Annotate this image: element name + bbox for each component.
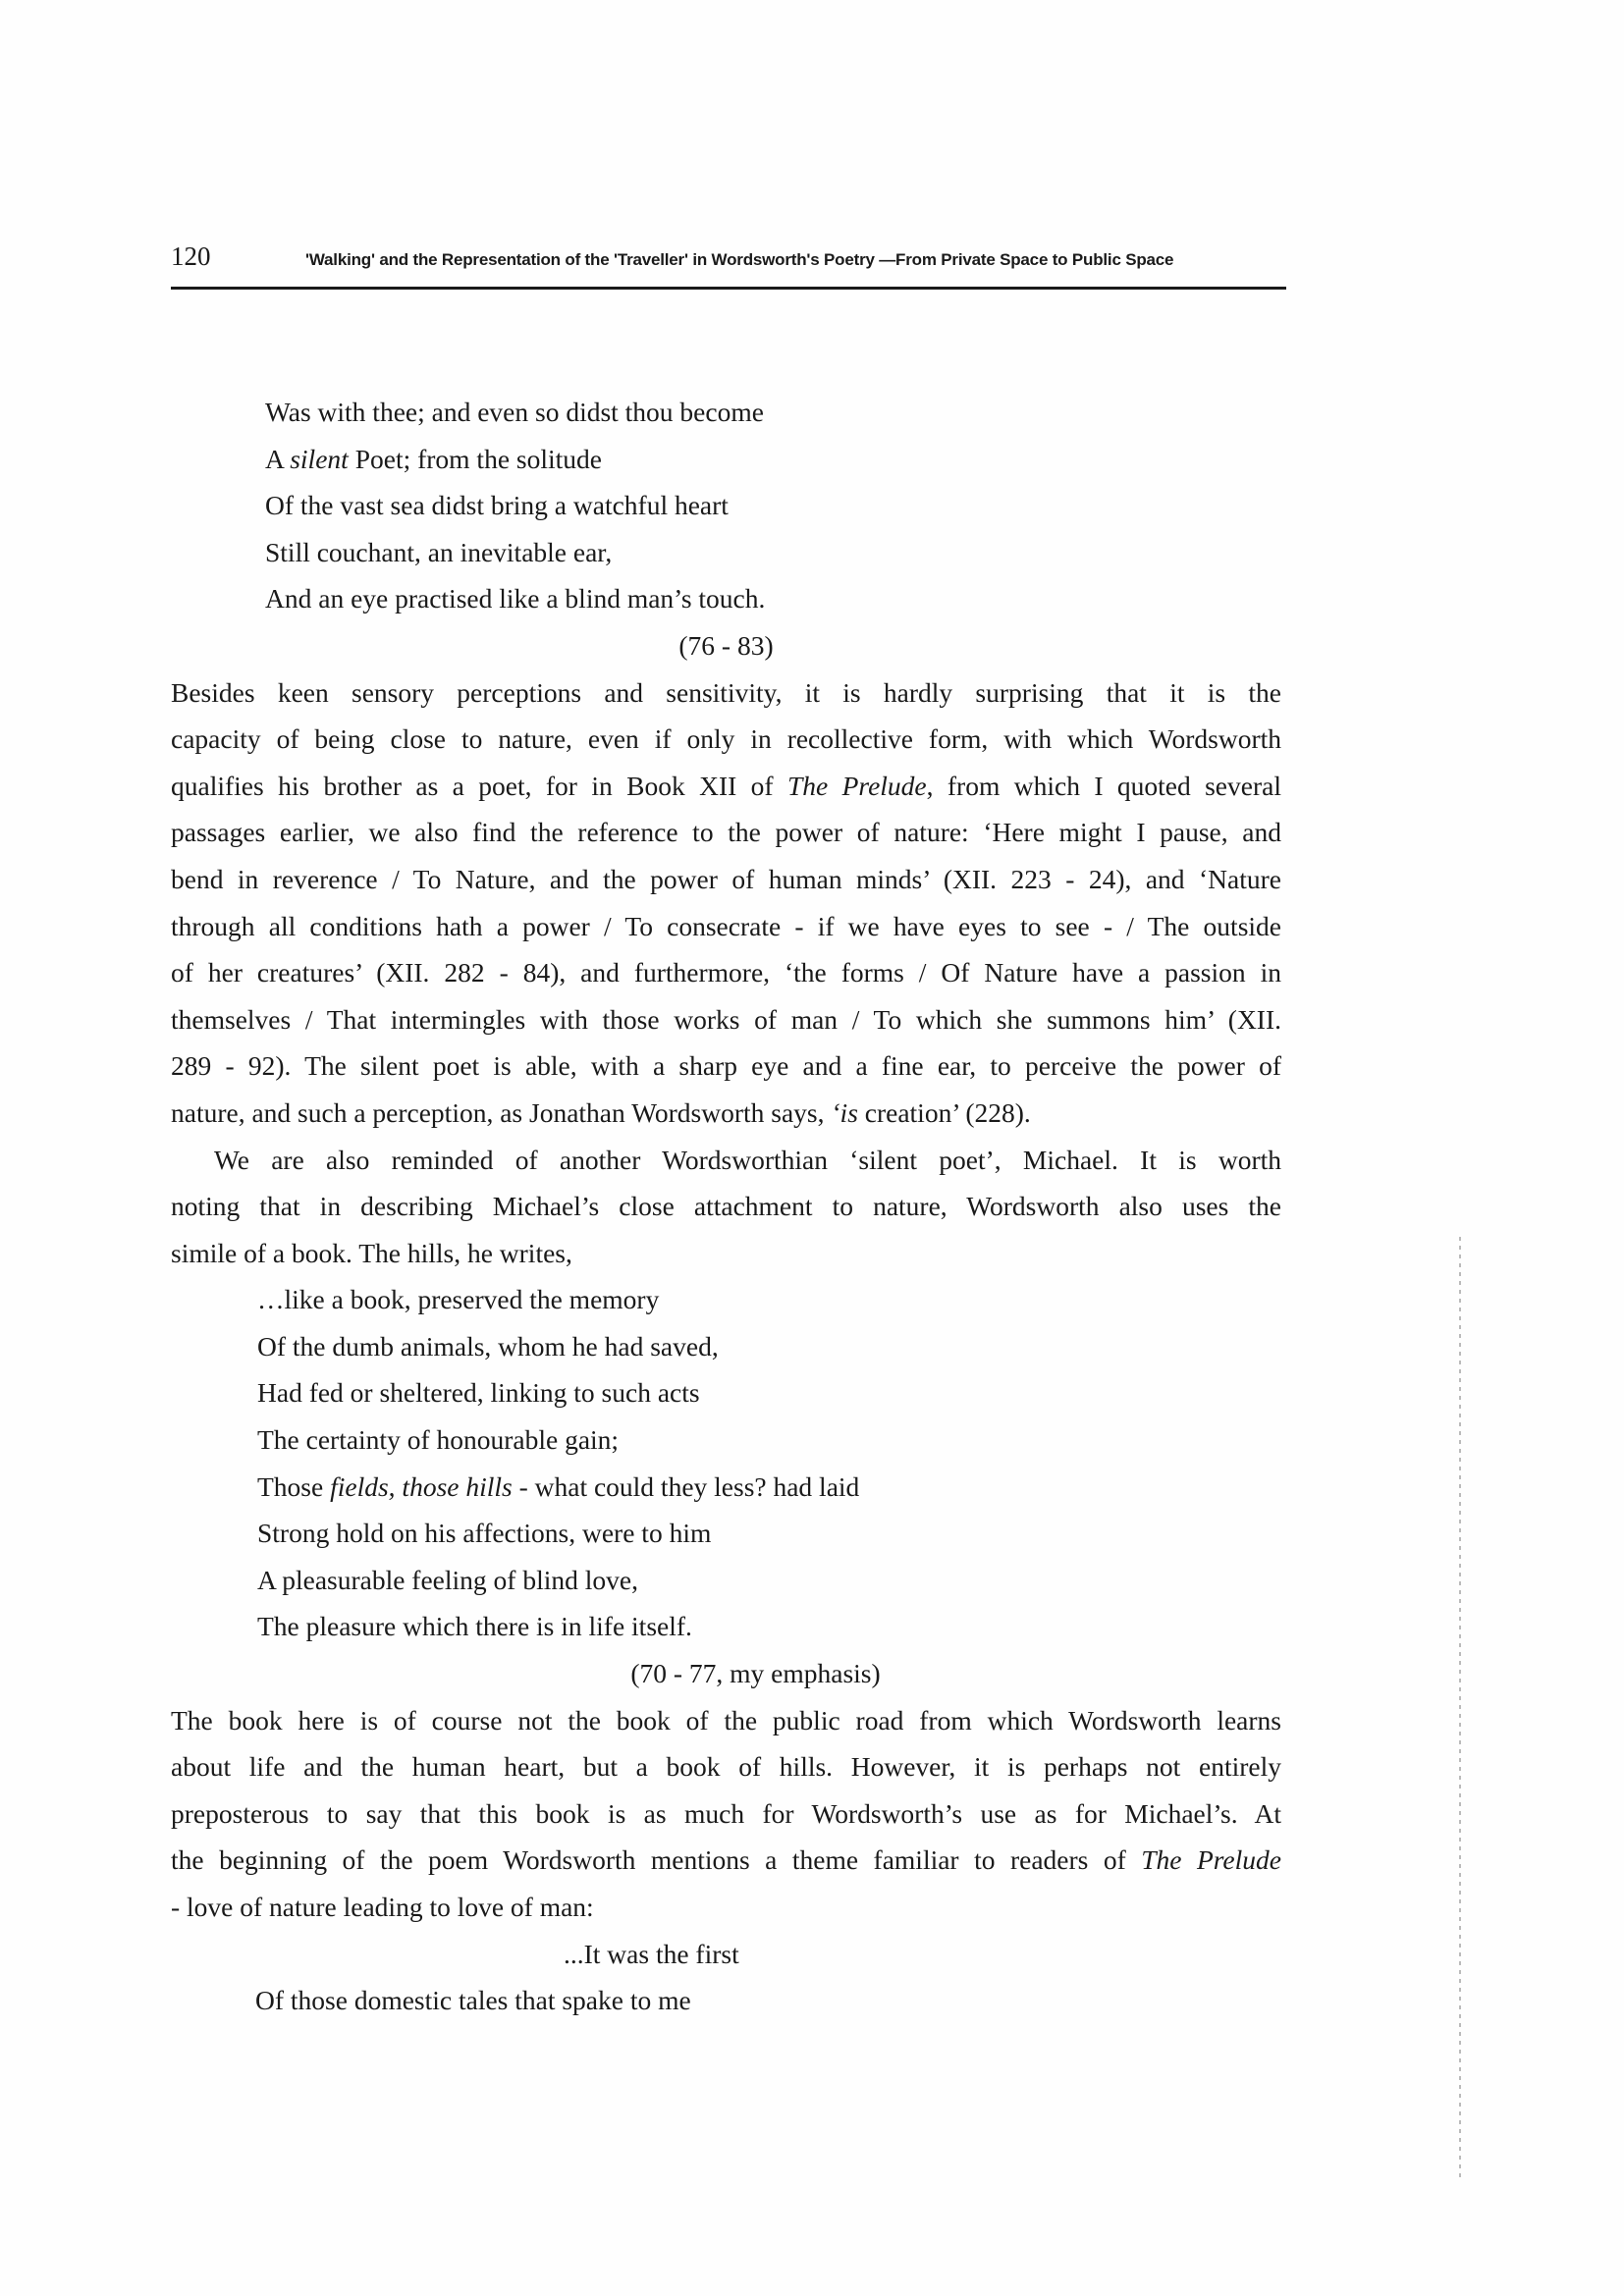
verse-line: Strong hold on his affections, were to him <box>257 1518 712 1549</box>
text-line: bend in reverence / To Nature, and the power of human minds’ (XII. 223 - 24), and ‘Nature <box>171 863 1281 894</box>
text-line: qualifies his brother as a poet, for in Book XII of The Prelude, from which I quoted several <box>171 770 1281 801</box>
verse-line: And an eye practised like a blind man’s touch. <box>265 583 766 614</box>
text-line: 289 - 92). The silent poet is able, with a sharp eye and a fine ear, to perceive the power of <box>171 1050 1281 1082</box>
verse-line: ...It was the first <box>564 1938 739 1969</box>
verse-line: Those fields, those hills - what could they less? had laid <box>257 1470 860 1502</box>
verse-line: Of those domestic tales that spake to me <box>255 1985 691 2016</box>
emphasis: silent <box>290 443 349 474</box>
text-line: capacity of being close to nature, even if only in recollective form, with which Wordsworth <box>171 723 1281 755</box>
text-line: of her creatures’ (XII. 282 - 84), and furthermore, ‘the forms / Of Nature have a passion in <box>171 957 1281 988</box>
text-line: preposterous to say that this book is as much for Wordsworth’s use as for Michael’s. At <box>171 1797 1281 1829</box>
book-title: The Prelude <box>1141 1844 1281 1876</box>
text-line: - love of nature leading to love of man: <box>171 1892 594 1922</box>
page-header <box>171 240 1286 290</box>
book-title: The Prelude <box>786 770 927 801</box>
body-text <box>171 389 1281 2024</box>
verse-line: Of the dumb animals, whom he had saved, <box>257 1330 719 1362</box>
scan-artifact <box>1459 1237 1461 2179</box>
page-number: 120 <box>171 241 211 271</box>
text-line: We are also reminded of another Wordsworthian ‘silent poet’, Michael. It is worth <box>214 1144 1281 1175</box>
emphasis: ‘is <box>831 1096 858 1128</box>
paragraph <box>171 1137 1281 1277</box>
line-citation: (70 - 77, my emphasis) <box>630 1658 881 1689</box>
verse-line: Of the vast sea didst bring a watchful heart <box>265 490 729 521</box>
emphasis: fields, those hills <box>330 1470 513 1502</box>
paragraph <box>171 669 1281 1137</box>
text-line: about life and the human heart, but a book of hills. However, it is perhaps not entirely <box>171 1751 1281 1783</box>
text-line: Besides keen sensory perceptions and sensitivity, it is hardly surprising that it is the <box>171 676 1281 708</box>
paragraph <box>171 1697 1281 1931</box>
verse-line: A silent Poet; from the solitude <box>265 443 602 474</box>
text-line: simile of a book. The hills, he writes, <box>171 1237 572 1268</box>
verse-line: …like a book, preserved the memory <box>257 1284 660 1315</box>
text-line: The book here is of course not the book of the public road from which Wordsworth learns <box>171 1704 1281 1735</box>
text-line: noting that in describing Michael’s close attachment to nature, Wordsworth also uses the <box>171 1191 1281 1222</box>
running-title: 'Walking' and the Representation of the 'Traveller' in Wordsworth's Poetry —From Private Space to Public Space <box>305 250 1174 269</box>
verse-line: Had fed or sheltered, linking to such acts <box>257 1377 700 1409</box>
text-line: nature, and such a perception, as Jonathan Wordsworth says, ‘is creation’ (228). <box>171 1096 1031 1128</box>
text-line: through all conditions hath a power / To consecrate - if we have eyes to see - / The outside <box>171 910 1281 941</box>
verse-line: Was with thee; and even so didst thou become <box>265 397 764 427</box>
line-citation: (76 - 83) <box>678 629 774 661</box>
verse-quote-3 <box>171 1931 1281 2024</box>
verse-line: A pleasurable feeling of blind love, <box>257 1564 638 1595</box>
verse-quote-1 <box>171 389 1281 669</box>
text-line: themselves / That intermingles with those works of man / To which she summons him’ (XII. <box>171 1003 1281 1035</box>
verse-quote-2 <box>171 1276 1281 1696</box>
text-line: the beginning of the poem Wordsworth mentions a theme familiar to readers of The Prelude <box>171 1844 1281 1876</box>
verse-line: Still couchant, an inevitable ear, <box>265 536 613 567</box>
text-line: passages earlier, we also find the reference to the power of nature: ‘Here might I pause, and <box>171 817 1281 848</box>
verse-line: The pleasure which there is in life itself. <box>257 1611 692 1642</box>
verse-line: The certainty of honourable gain; <box>257 1424 620 1456</box>
